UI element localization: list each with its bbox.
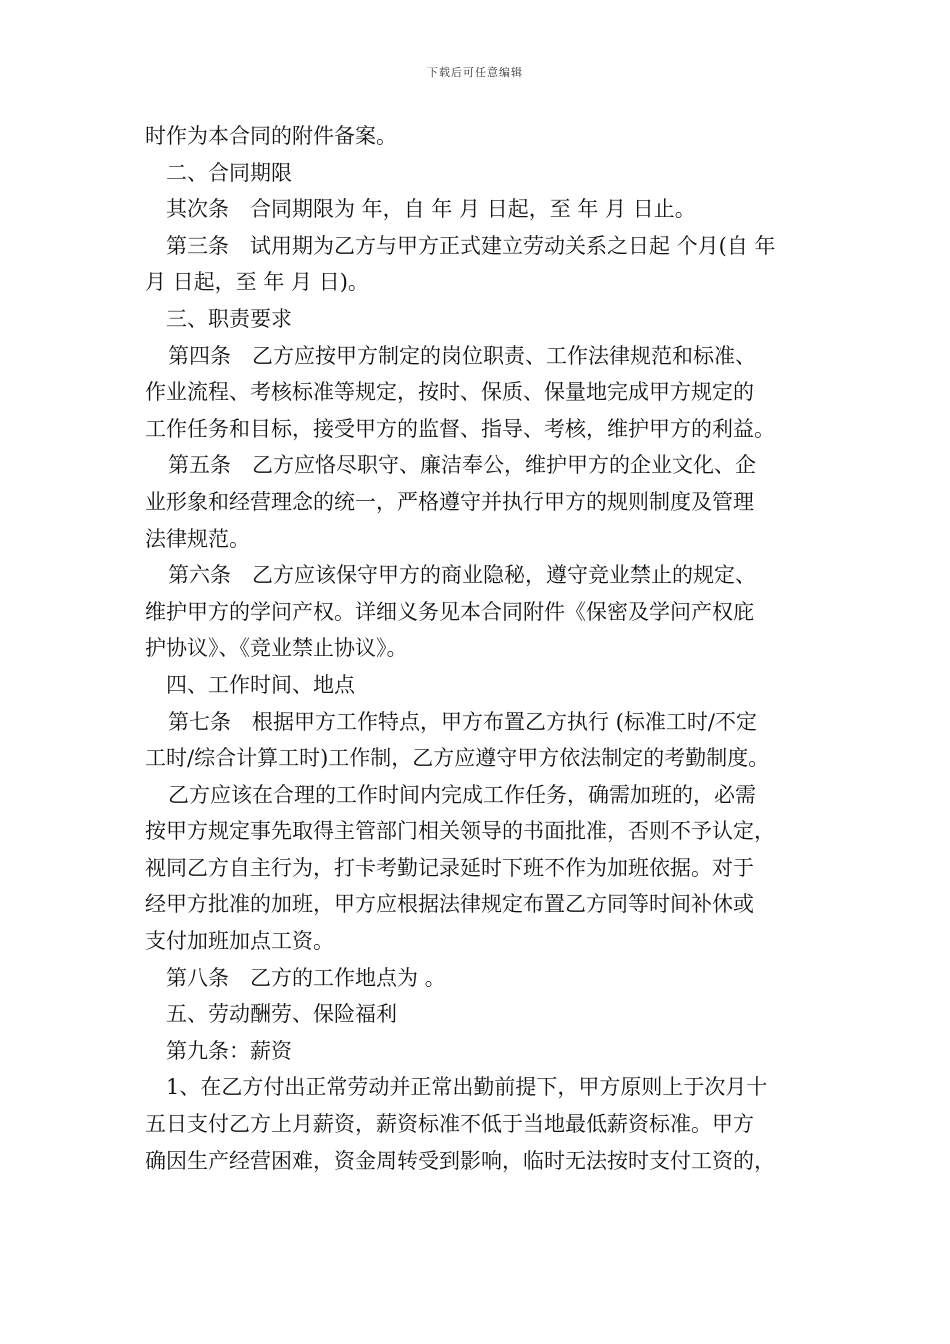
text-line: 其次条 合同期限为 年，自 年 月 日起，至 年 月 日止。 (166, 197, 696, 222)
text-line: 五日支付乙方上月薪资，薪资标准不低于当地最低薪资标准。甲方 (145, 1112, 754, 1137)
text-line: 第六条 乙方应该保守甲方的商业隐秘，遵守竞业禁止的规定、 (168, 563, 756, 588)
text-line: 时作为本合同的附件备案。 (145, 124, 397, 148)
text-line: 工作任务和目标，接受甲方的监督、指导、考核，维护甲方的利益。 (145, 416, 775, 441)
text-line: 三、职责要求 (166, 306, 292, 331)
text-line: 维护甲方的学问产权。详细义务见本合同附件《保密及学问产权庇 (145, 599, 754, 624)
text-line: 二、合同期限 (166, 160, 292, 185)
text-line: 1、在乙方付出正常劳动并正常出勤前提下，甲方原则上于次月十 (166, 1075, 768, 1100)
text-line: 第四条 乙方应按甲方制定的岗位职责、工作法律规范和标准、 (168, 343, 756, 368)
text-line: 第八条 乙方的工作地点为 。 (166, 965, 446, 990)
text-line: 第三条 试用期为乙方与甲方正式建立劳动关系之日起 个月(自 年 (166, 233, 776, 258)
text-line: 工时/综合计算工时)工作制，乙方应遵守甲方依法制定的考勤制度。 (145, 746, 770, 771)
text-line: 支付加班加点工资。 (145, 929, 334, 954)
document-body (145, 118, 815, 1179)
text-line: 乙方应该在合理的工作时间内完成工作任务，确需加班的，必需 (168, 782, 756, 807)
text-line: 业形象和经营理念的统一，严格遵守并执行甲方的规则制度及管理 (145, 489, 754, 514)
text-line: 作业流程、考核标准等规定，按时、保质、保量地完成甲方规定的 (145, 380, 754, 405)
text-line: 月 日起，至 年 月 日)。 (145, 270, 369, 295)
text-line: 第五条 乙方应恪尽职守、廉洁奉公，维护甲方的企业文化、企 (168, 453, 756, 478)
text-line: 确因生产经营困难，资金周转受到影响，临时无法按时支付工资的， (145, 1148, 775, 1173)
text-line: 五、劳动酬劳、保险福利 (166, 1002, 397, 1027)
text-line: 法律规范。 (145, 526, 250, 551)
page-header: 下载后可任意编辑 (427, 66, 523, 79)
text-line: 第九条：薪资 (166, 1038, 292, 1063)
text-line: 按甲方规定事先取得主管部门相关领导的书面批准，否则不予认定， (145, 819, 775, 844)
text-line: 第七条 根据甲方工作特点，甲方布置乙方执行 (标准工时/不定 (168, 709, 757, 734)
text-line: 视同乙方自主行为，打卡考勤记录延时下班不作为加班依据。对于 (145, 855, 754, 880)
text-line: 四、工作时间、地点 (166, 672, 355, 697)
text-line: 护协议》、《竞业禁止协议》。 (145, 636, 408, 661)
text-line: 经甲方批准的加班，甲方应根据法律规定布置乙方同等时间补休或 (145, 892, 754, 917)
